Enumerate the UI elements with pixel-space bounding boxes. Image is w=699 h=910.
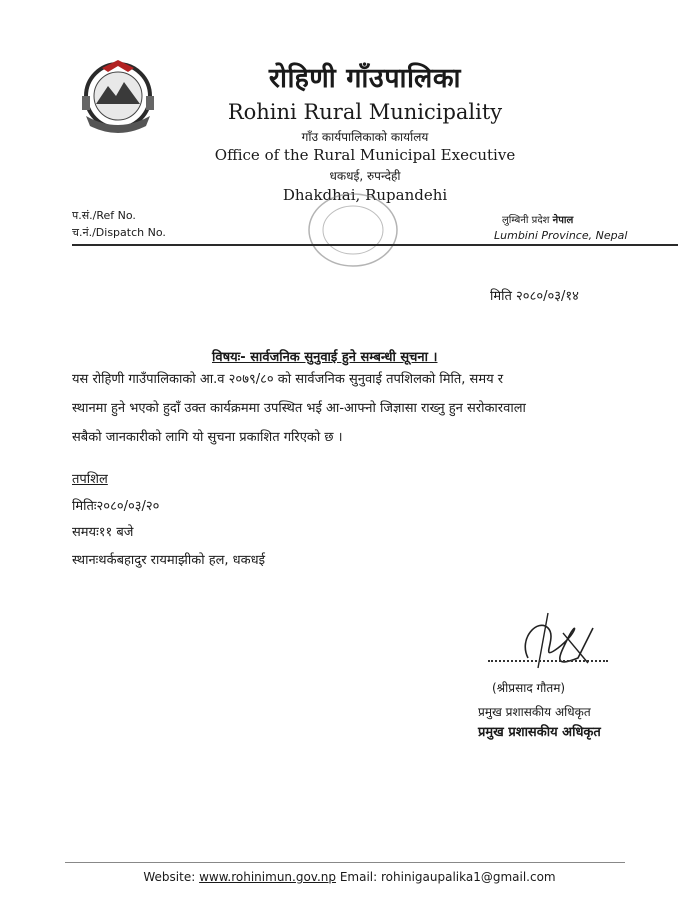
municipality-emblem-logo <box>72 56 164 138</box>
notice-body-line: यस रोहिणी गाउँपालिकाको आ.व २०७९/८० को सार्वजनिक सुनुवाई तपशिलको मिति, समय र <box>72 372 504 387</box>
email-label: Email: <box>339 870 378 884</box>
notice-subject: विषयः- सार्वजनिक सुनुवाई हुने सम्बन्धी सूचना । <box>212 350 438 365</box>
signature-line <box>488 660 608 662</box>
signatory-title: प्रमुख प्रशासकीय अधिकृत <box>478 705 591 719</box>
province-nepali <box>502 212 573 226</box>
notice-date: मिति २०८०/०३/१४ <box>490 289 579 304</box>
detail-venue: स्थानःथर्कबहादुर रायमाझीको हल, धकधई <box>72 553 266 568</box>
office-english: Office of the Rural Municipal Executive <box>214 146 516 164</box>
dispatch-no-label: च.नं./Dispatch No. <box>72 226 166 239</box>
handwritten-signature <box>508 608 598 672</box>
footer-divider <box>65 862 625 863</box>
title-english: Rohini Rural Municipality <box>227 100 503 124</box>
notice-body-line: सबैको जानकारीको लागि यो सुचना प्रकाशित गरिएको छ । <box>72 430 343 445</box>
header-divider <box>72 244 678 246</box>
detail-time: समयः११ बजे <box>72 525 134 540</box>
title-nepali: रोहिणी गाँउपालिका <box>268 63 462 94</box>
signatory-name: (श्रीप्रसाद गौतम) <box>492 681 566 695</box>
details-heading: तपशिल <box>72 472 108 487</box>
office-nepali: गाँउ कार्यपालिकाको कार्यालय <box>301 130 429 144</box>
signatory-stamp-title: प्रमुख प्रशासकीय अधिकृत <box>478 725 601 740</box>
detail-date: मितिः२०८०/०३/२० <box>72 499 160 514</box>
province-english: Lumbini Province, Nepal <box>494 229 628 242</box>
province-np-country: नेपाल <box>552 215 574 226</box>
ref-no-label: प.सं./Ref No. <box>72 209 136 222</box>
email-link[interactable]: rohinigaupalika1@gmail.com <box>381 870 556 884</box>
notice-body-line: स्थानमा हुने भएको हुदाँ उक्त कार्यक्रममा उपस्थित भई आ-आफ्नो जिज्ञासा राख्नु हुन सरोकारवाला <box>72 401 526 416</box>
province-np-prefix: लुम्बिनी प्रदेश <box>502 215 550 226</box>
website-link[interactable]: www.rohinimun.gov.np <box>199 870 337 884</box>
office-stamp <box>305 190 401 270</box>
footer <box>0 870 699 884</box>
website-label: Website: <box>143 870 196 884</box>
address-nepali: धकधई, रुपन्देही <box>329 169 401 183</box>
address-english: Dhakdhai, Rupandehi <box>282 186 448 204</box>
